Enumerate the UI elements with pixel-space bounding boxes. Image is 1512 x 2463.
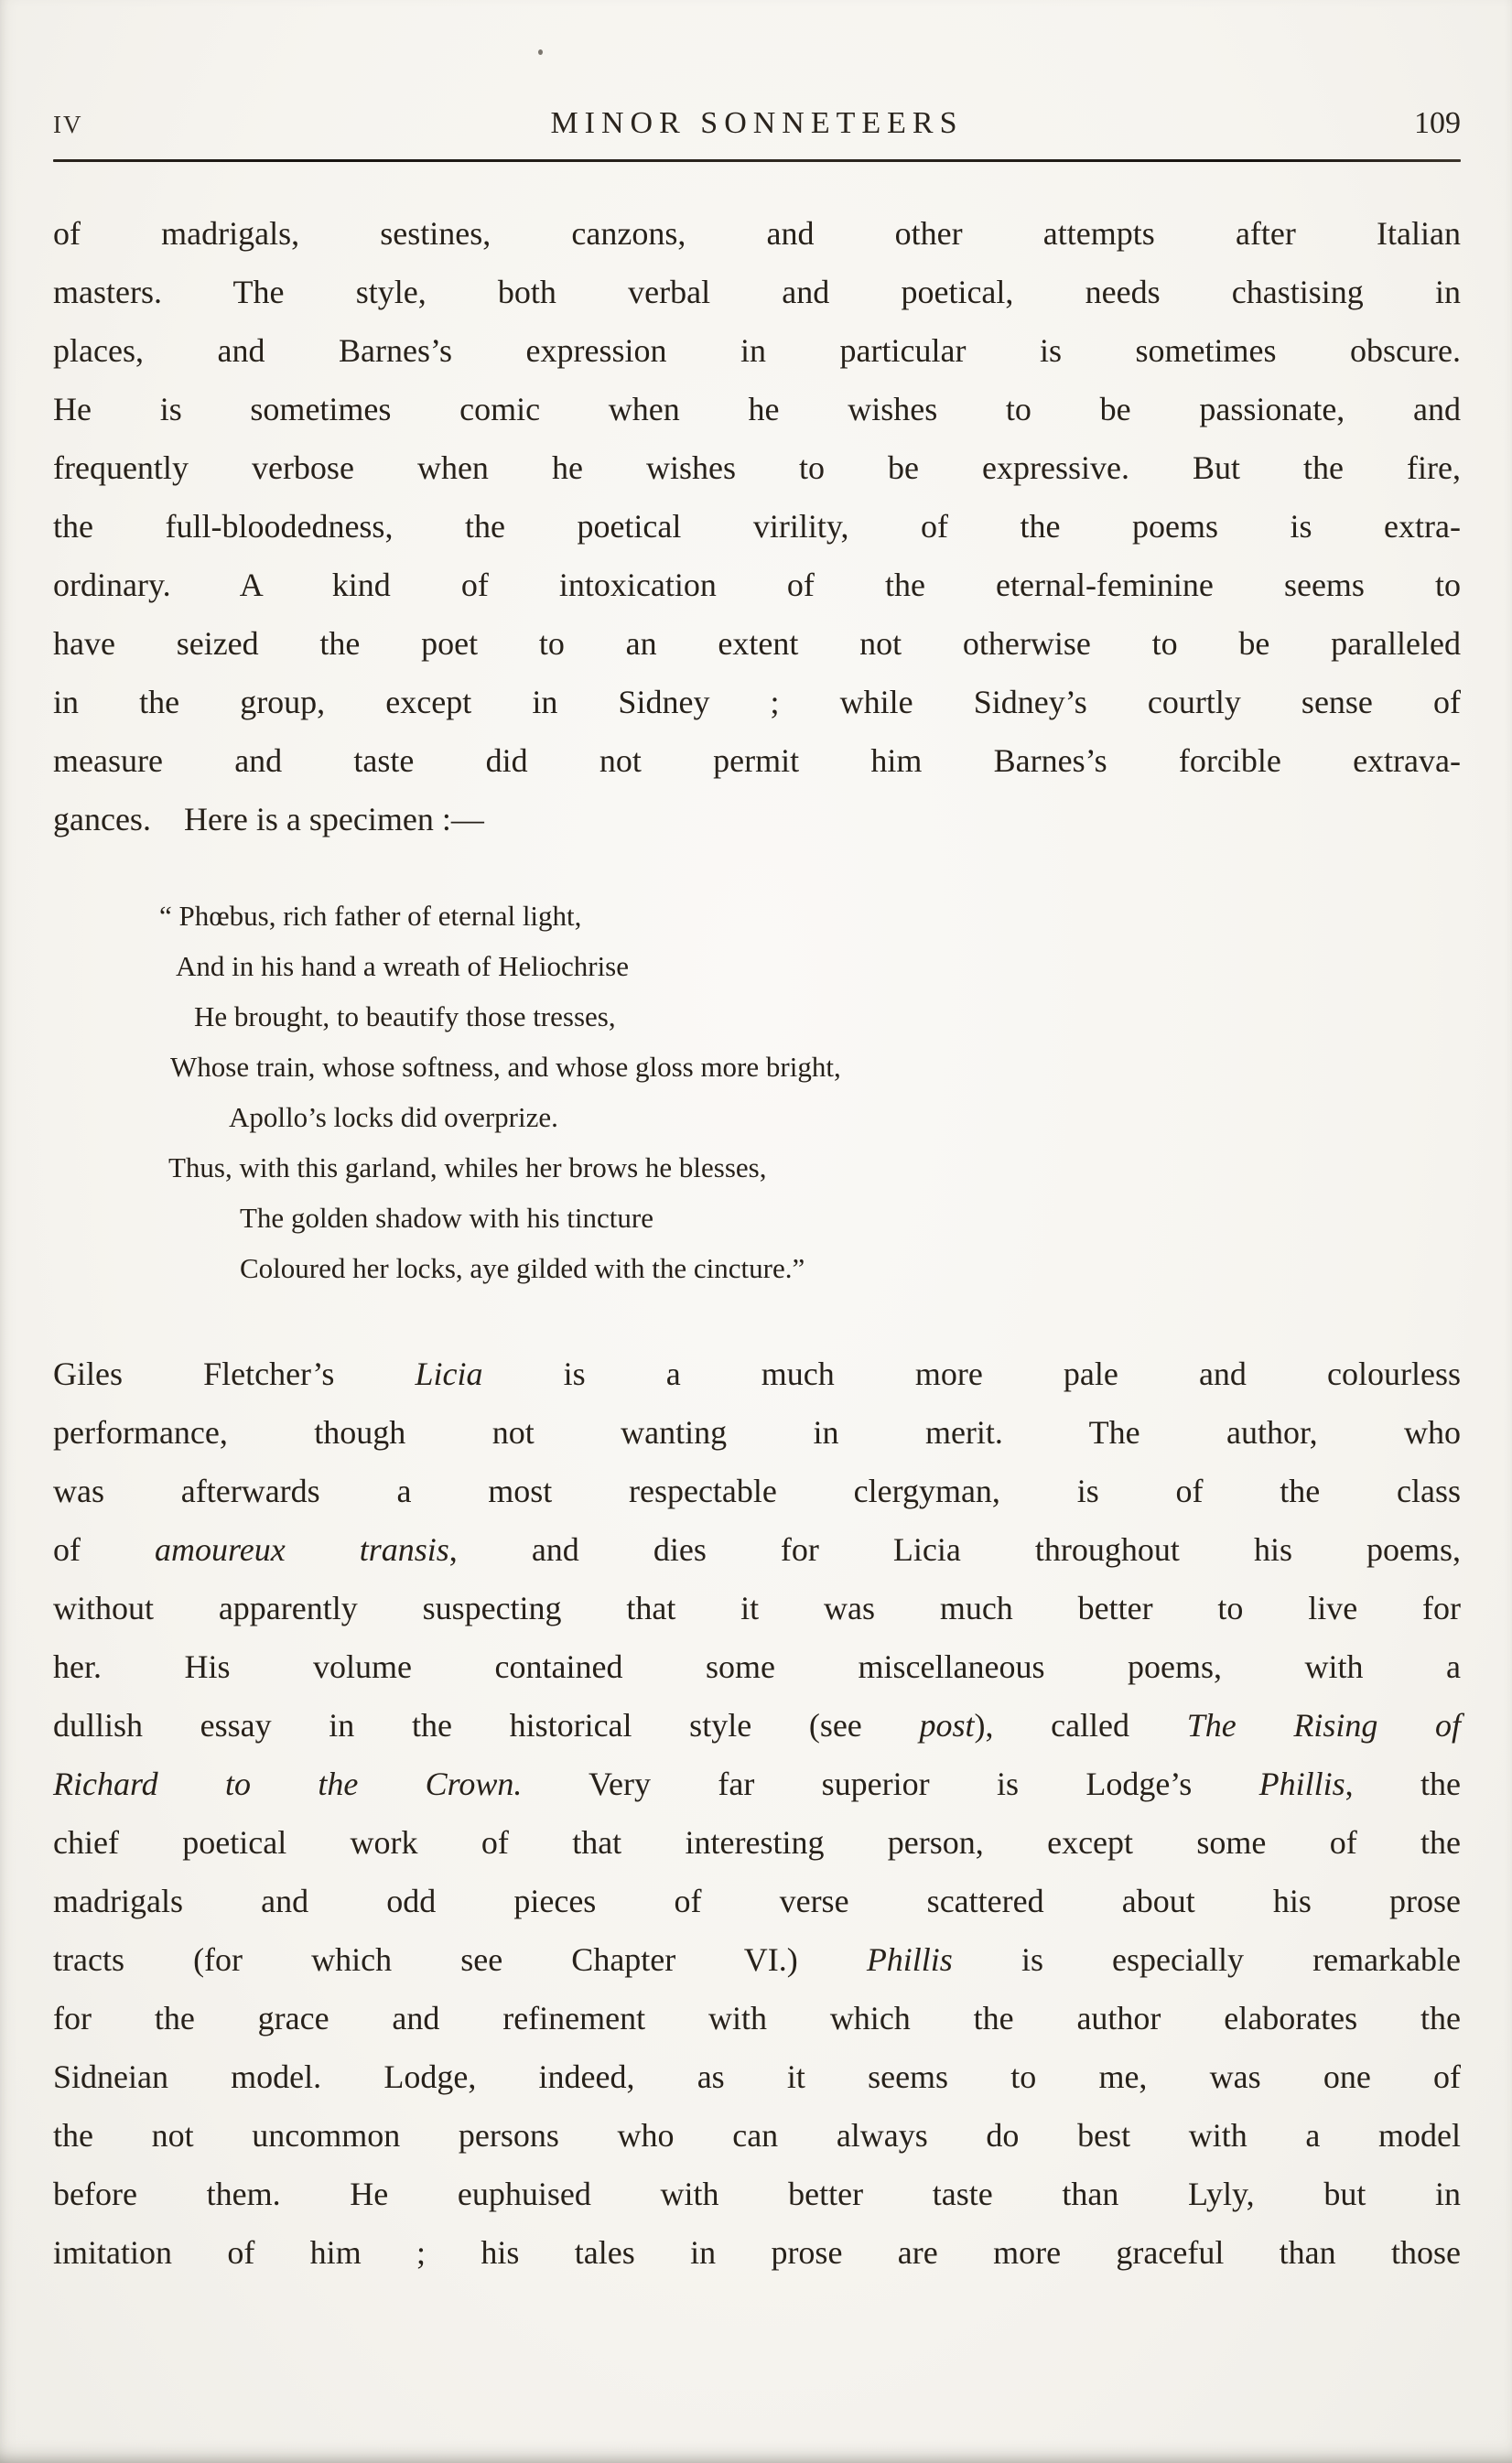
poem-line: “ Phœbus, rich father of eternal light, [159,900,582,932]
text-segment: her. His volume contained some miscellaneous poems, with a [53,1648,1461,1685]
text-segment: is especially remarkable [952,1941,1461,1978]
text-line [53,1637,1461,1696]
text-segment: was afterwards a most respectable clergyman, is of the class [53,1473,1461,1509]
poem-block [159,891,1461,1293]
page-body [53,204,1461,2282]
text-segment: before them. He euphuised with better taste than Lyly, but in [53,2176,1461,2212]
text-segment: tracts (for which see Chapter VI.) [53,1941,867,1978]
poem-line: And in his hand a wreath of Heliochrise [176,950,630,982]
italic-text: Richard to the Crown. [53,1766,523,1802]
text-line [53,2047,1461,2106]
text-segment: places, and Barnes’s expression in particular is sometimes obscure. [53,332,1461,369]
poem-line: Whose train, whose softness, and whose gloss more bright, [170,1051,841,1083]
text-line [53,614,1461,673]
text-segment: He is sometimes comic when he wishes to be passionate, and [53,391,1461,427]
page-header-title: MINOR SONNETEERS [550,106,964,140]
text-segment: chief poetical work of that interesting person, except some of the [53,1824,1461,1861]
scan-speck [538,49,543,55]
text-line [53,263,1461,321]
text-segment: in the group, except in Sidney ; while Sidney’s courtly sense of [53,684,1461,720]
text-line [53,438,1461,497]
text-segment: ordinary. A kind of intoxication of the eternal-feminine seems to [53,567,1461,603]
text-line [53,1930,1461,1989]
text-segment: of [53,1531,156,1568]
chapter-numeral: IV [53,111,83,138]
paragraph [53,1345,1461,2282]
text-segment: frequently verbose when he wishes to be expressive. But the fire, [53,449,1461,486]
text-segment: for the grace and refinement with which the author elaborates the [53,2000,1461,2036]
text-segment: the not uncommon persons who can always do best with a model [53,2117,1461,2154]
text-segment: without apparently suspecting that it was much better to live for [53,1590,1461,1626]
text-line [53,1813,1461,1872]
text-line [53,497,1461,556]
text-line [53,1755,1461,1813]
text-line [53,2223,1461,2282]
text-line [53,2165,1461,2223]
text-segment: gances. Here is a specimen :— [53,801,484,837]
text-line [53,673,1461,731]
text-line [53,1696,1461,1755]
text-line [53,204,1461,263]
text-line [53,1520,1461,1579]
italic-text: Phillis [1258,1766,1345,1802]
italic-text: Licia [415,1356,483,1392]
text-segment: dullish essay in the historical style (see [53,1707,920,1744]
text-segment: Giles Fletcher’s [53,1356,416,1392]
text-line [53,1345,1461,1403]
italic-text: post [919,1707,975,1744]
text-segment: ), called [974,1707,1187,1744]
text-segment: is a much more pale and colourless [482,1356,1461,1392]
text-segment: imitation of him ; his tales in prose are more graceful than those [53,2234,1461,2271]
text-line [53,1462,1461,1520]
poem-line: Coloured her locks, aye gilded with the cincture.” [240,1252,805,1284]
text-segment: measure and taste did not permit him Barnes’s forcible extrava- [53,742,1461,779]
header-rule [53,159,1461,162]
italic-text: The Rising of [1186,1707,1461,1744]
text-segment: Very far superior is Lodge’s [522,1766,1259,1802]
text-segment: , and dies for Licia throughout his poems, [448,1531,1461,1568]
text-line [53,1989,1461,2047]
text-segment: performance, though not wanting in merit. The author, who [53,1414,1461,1451]
page-number: 109 [1414,106,1461,140]
text-segment: , the [1345,1766,1461,1802]
running-head [53,0,1461,141]
text-line [53,790,1461,848]
text-line [53,1579,1461,1637]
text-line [53,380,1461,438]
text-segment: of madrigals, sestines, canzons, and other attempts after Italian [53,215,1461,252]
italic-text: Phillis [866,1941,953,1978]
paragraph [53,204,1461,848]
text-line [53,1872,1461,1930]
poem-line: Apollo’s locks did overprize. [229,1101,558,1133]
text-line [53,731,1461,790]
italic-text: amoureux transis [155,1531,449,1568]
text-line [53,1403,1461,1462]
text-segment: Sidneian model. Lodge, indeed, as it seems to me, was one of [53,2058,1461,2095]
text-line [53,556,1461,614]
text-segment: madrigals and odd pieces of verse scattered about his prose [53,1883,1461,1919]
poem-line: Thus, with this garland, whiles her brows he blesses, [168,1151,767,1183]
text-line [53,321,1461,380]
poem-line: He brought, to beautify those tresses, [194,1000,616,1032]
poem-line: The golden shadow with his tincture [240,1202,653,1234]
text-segment: have seized the poet to an extent not otherwise to be paralleled [53,625,1461,662]
text-line [53,2106,1461,2165]
text-segment: the full-bloodedness, the poetical virility, of the poems is extra- [53,508,1461,545]
text-segment: masters. The style, both verbal and poetical, needs chastising in [53,274,1461,310]
